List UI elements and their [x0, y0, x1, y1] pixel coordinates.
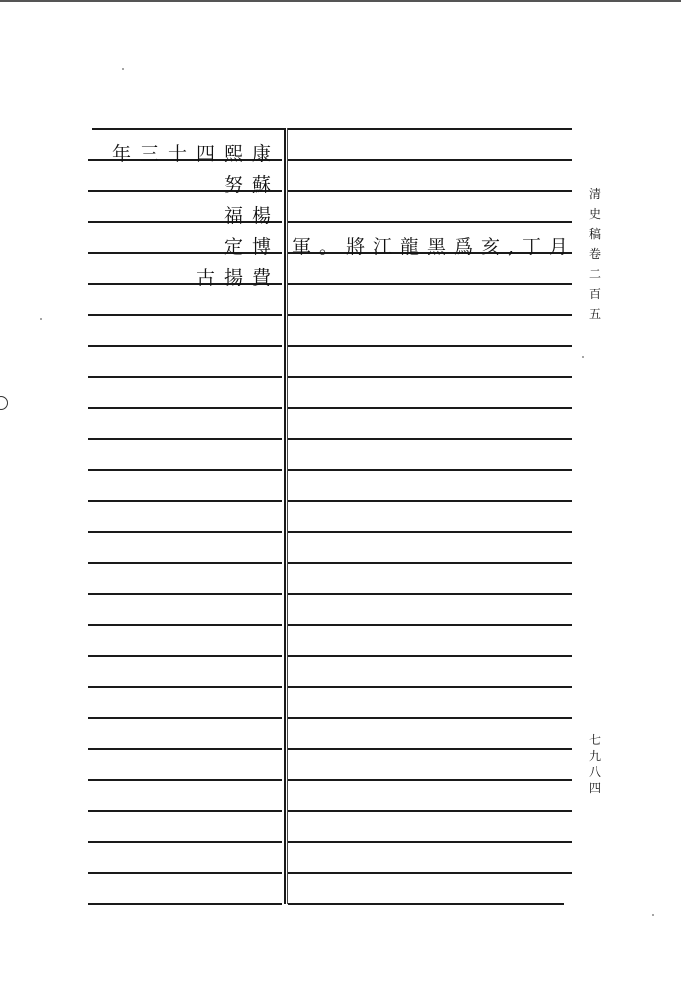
row-rule-right	[288, 903, 564, 905]
volume-title-char: 清	[588, 187, 601, 201]
volume-title-char: 百	[588, 287, 601, 301]
row-rule-left	[88, 655, 282, 657]
row-rule-right	[288, 841, 572, 843]
name-text-4: 古揚費	[195, 266, 280, 289]
row-rule-right	[288, 624, 572, 626]
ministers-table	[88, 128, 577, 912]
volume-title-char: 卷	[588, 247, 601, 261]
volume-title-char: 五	[588, 307, 601, 321]
row-rule-right	[288, 779, 572, 781]
row-rule-left	[88, 531, 282, 533]
row-rule-left	[88, 717, 282, 719]
row-rule-right	[288, 190, 572, 192]
row-rule-right	[288, 345, 572, 347]
row-rule-right	[288, 562, 572, 564]
row-rule-left	[88, 562, 282, 564]
name-cell-3	[88, 230, 280, 260]
row-rule-right	[288, 531, 572, 533]
row-rule-right	[288, 159, 572, 161]
row-rule-right	[288, 717, 572, 719]
row-rule-right	[288, 314, 572, 316]
page-number-char: 八	[588, 765, 601, 779]
paper-speck	[582, 356, 584, 358]
row-rule-left	[88, 407, 282, 409]
volume-title-char: 二	[588, 267, 601, 281]
paper-speck	[40, 318, 42, 320]
row-rule-right	[288, 469, 572, 471]
volume-title-char: 史	[588, 207, 601, 221]
row-rule-left	[88, 748, 282, 750]
name-text-2: 福楊	[223, 204, 280, 227]
row-rule-right	[288, 655, 572, 657]
paper-speck	[122, 68, 124, 70]
year-heading-cell	[88, 137, 280, 167]
row-rule-left	[88, 872, 282, 874]
row-rule-left	[88, 686, 282, 688]
year-heading-text: 年三十四熙康	[111, 142, 280, 165]
row-rule-left	[88, 469, 282, 471]
row-rule-left	[88, 438, 282, 440]
column-divider	[284, 128, 286, 904]
row-rule-left	[88, 314, 282, 316]
row-rule-right	[288, 748, 572, 750]
name-cell-4	[88, 261, 280, 291]
row-rule-left	[88, 779, 282, 781]
page-number	[584, 732, 606, 796]
paper-speck	[652, 914, 654, 916]
row-rule-left	[88, 841, 282, 843]
page-top-edge	[0, 0, 681, 2]
page-number-char: 七	[588, 733, 601, 747]
volume-title	[584, 184, 606, 324]
event-note-cell	[292, 230, 577, 260]
page-number-char: 四	[588, 781, 601, 795]
row-rule-right	[288, 128, 572, 130]
row-rule-right	[288, 376, 572, 378]
volume-title-char: 稿	[588, 227, 601, 241]
row-rule-left	[88, 903, 282, 905]
row-rule-right	[288, 221, 572, 223]
row-rule-right	[288, 283, 572, 285]
name-text-3: 定博	[223, 235, 280, 258]
row-rule-left	[88, 345, 282, 347]
column-divider-inner	[287, 128, 288, 904]
name-text-1: 努蘇	[223, 173, 280, 196]
row-rule-left	[88, 500, 282, 502]
name-cell-1	[88, 168, 280, 198]
row-rule-right	[288, 593, 572, 595]
name-cell-2	[88, 199, 280, 229]
row-rule-right	[288, 872, 572, 874]
row-rule-left	[88, 624, 282, 626]
event-note-text: 軍。將江龍黑爲亥,丁月	[292, 235, 577, 258]
row-rule-left	[88, 376, 282, 378]
page-number-char: 九	[588, 749, 601, 763]
row-rule-left	[88, 810, 282, 812]
row-rule-right	[288, 686, 572, 688]
row-rule-right	[288, 500, 572, 502]
row-rule-left	[88, 593, 282, 595]
row-rule-right	[288, 407, 572, 409]
row-rule-right	[288, 438, 572, 440]
binding-hole-mark	[0, 396, 8, 410]
row-rule-right	[288, 810, 572, 812]
row-rule-left	[92, 128, 284, 130]
